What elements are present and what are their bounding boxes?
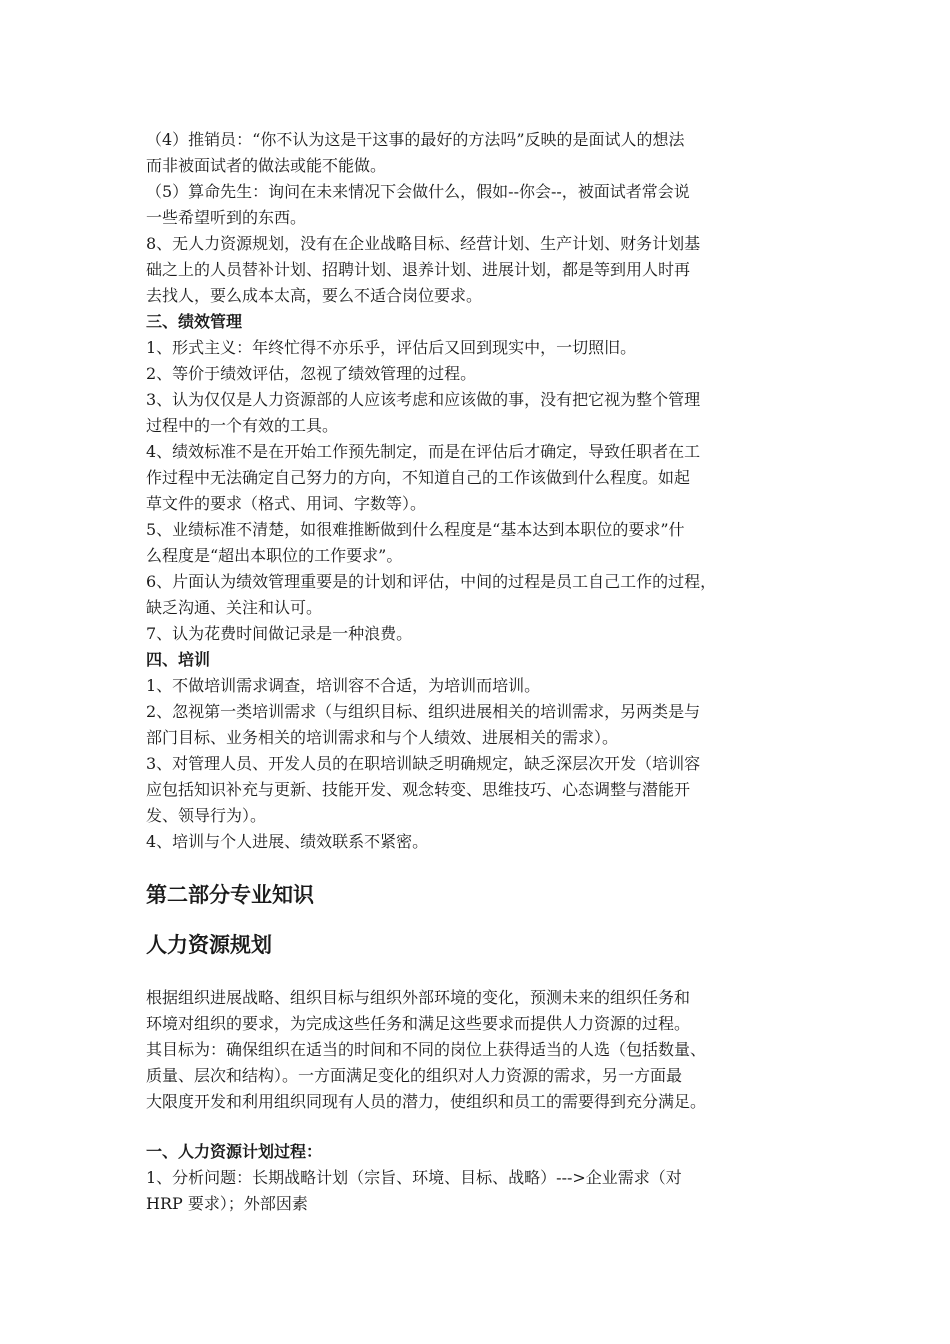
part-two-title: 第二部分专业知识 — [146, 883, 314, 907]
paragraph-fortune-teller: （5）算命先生：询问在未来情况下会做什么，假如--你会--，被面试者常会说 一些希望听到的东西。 — [146, 182, 690, 227]
document-body — [146, 127, 816, 1217]
training-item-3: 3、对管理人员、开发人员的在职培训缺乏明确规定，缺乏深层次开发（培训容 应包括知识补充与更新、技能开发、观念转变、思维技巧、心态调整与潜能开 发、领导行为）。 — [146, 754, 701, 825]
performance-item-7: 7、认为花费时间做记录是一种浪费。 — [146, 624, 413, 643]
performance-item-5: 5、业绩标准不清楚，如很难推断做到什么程度是“基本达到本职位的要求”什 么程度是“超出本职位的工作要求”。 — [146, 520, 685, 565]
training-item-1: 1、不做培训需求调查，培训容不合适，为培训而培训。 — [146, 676, 541, 695]
hrp-process-item-1: 1、分析问题：长期战略计划（宗旨、环境、目标、战略）--->企业需求（对 HRP 要求）；外部因素 — [146, 1168, 682, 1213]
performance-item-1: 1、形式主义：年终忙得不亦乐乎，评估后又回到现实中，一切照旧。 — [146, 338, 637, 357]
hrp-title: 人力资源规划 — [146, 933, 272, 957]
heading-performance: 三、绩效管理 — [146, 312, 243, 331]
heading-hrp-process: 一、人力资源计划过程： — [146, 1142, 323, 1161]
training-item-2: 2、忽视第一类培训需求（与组织目标、组织进展相关的培训需求，另两类是与 部门目标、业务相关的培训需求和与个人绩效、进展相关的需求）。 — [146, 702, 701, 747]
paragraph-salesman: （4）推销员：“你不认为这是干这事的最好的方法吗”反映的是面试人的想法 而非被面试者的做法或能不能做。 — [146, 130, 685, 175]
performance-item-2: 2、等价于绩效评估，忽视了绩效管理的过程。 — [146, 364, 477, 383]
performance-item-6: 6、片面认为绩效管理重要是的计划和评估，中间的过程是员工自己工作的过程， 缺乏沟通、关注和认可。 — [146, 572, 717, 617]
performance-item-4: 4、绩效标准不是在开始工作预先制定，而是在评估后才确定，导致任职者在工 作过程中无法确定自己努力的方向，不知道自己的工作该做到什么程度。如起 草文件的要求（格式、用词、字数等）。 — [146, 442, 701, 513]
paragraph-no-hr-planning: 8、无人力资源规划，没有在企业战略目标、经营计划、生产计划、财务计划基 础之上的人员替补计划、招聘计划、退养计划、进展计划，都是等到用人时再 去找人，要么成本太高，要么不适合岗位要求。 — [146, 234, 701, 305]
hrp-definition: 根据组织进展战略、组织目标与组织外部环境的变化，预测未来的组织任务和 环境对组织的要求，为完成这些任务和满足这些要求而提供人力资源的过程。 其目标为：确保组织在适当的时间和不同的岗位上获得适当的人选（包括数量、 质量、层次和结构）。一方面满足变化的组织对人力资源的需求，另一方面最 大限度开发和利用组织同现有人员的潜力，使组织和员工的需要得到充分满足。 — [146, 988, 707, 1111]
training-item-4: 4、培训与个人进展、绩效联系不紧密。 — [146, 832, 429, 851]
heading-training: 四、培训 — [146, 650, 211, 669]
performance-item-3: 3、认为仅仅是人力资源部的人应该考虑和应该做的事，没有把它视为整个管理 过程中的一个有效的工具。 — [146, 390, 701, 435]
